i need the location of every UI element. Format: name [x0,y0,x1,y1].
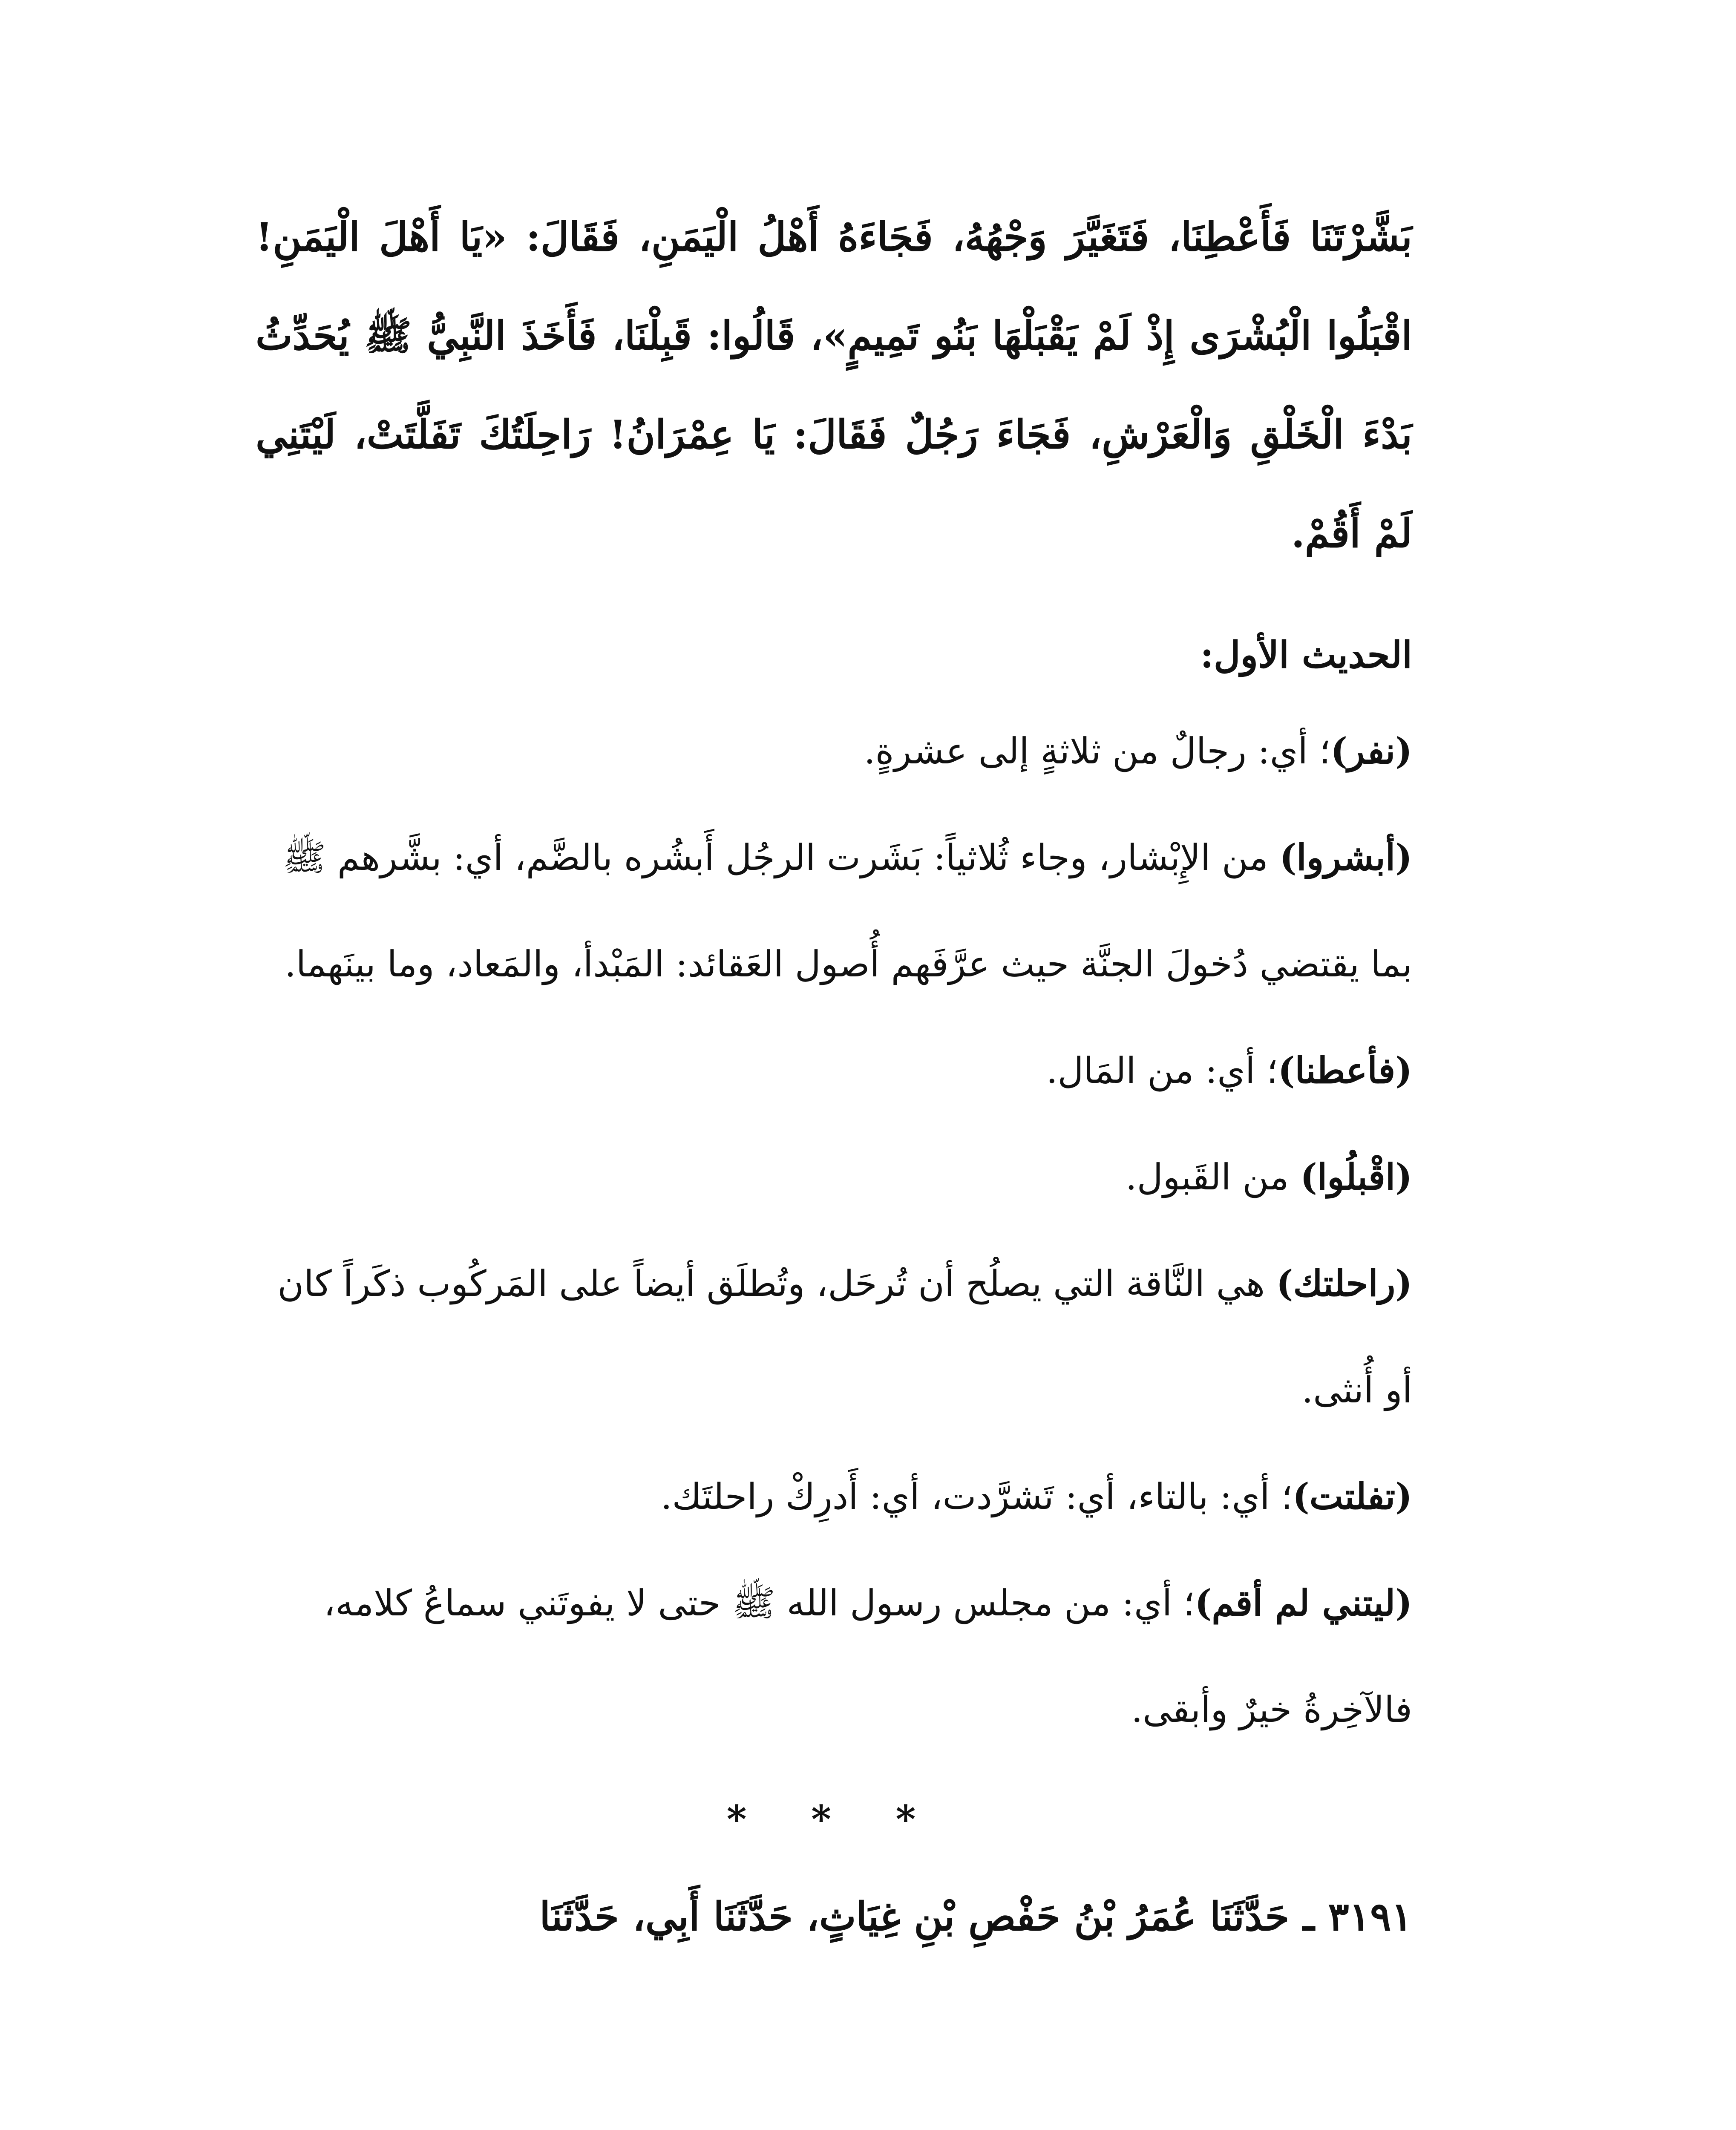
comment-abshiru [256,804,1412,1017]
section-divider: * * * [726,1797,941,1842]
comment-term: (اقْبلُوا) [1300,1156,1412,1198]
comment-term: (راحلتك) [1276,1262,1412,1304]
comment-laytani [256,1550,1412,1763]
comment-tafallatat [256,1443,1412,1550]
comment-nafar [256,698,1412,804]
comment-term: (فأعطنا) [1278,1049,1412,1091]
comment-fa-atina [256,1017,1412,1124]
comment-iqbalu [256,1124,1412,1230]
comment-text: هي النَّاقة التي يصلُح أن تُرحَل، وتُطلَق أيضاً على المَركُوب ذكَراً كان أو أُنثى. [277,1263,1412,1411]
comment-text: ؛ أي: بالتاء، أي: تَشرَّدت، أي: أَدرِكْ راحلتَك. [660,1476,1293,1517]
comment-text: من القَبول. [1125,1156,1301,1198]
comment-term: (نفر) [1330,730,1412,772]
comment-text: ؛ أي: من مجلس رسول الله ﷺ حتى لا يفوتَني سماعُ كلامه، فالآخِرةُ خيرٌ وأبقى. [323,1582,1412,1730]
comment-rahilatuk [256,1230,1412,1443]
comment-text: ؛ أي: رجالٌ من ثلاثةٍ إلى عشرةٍ. [864,730,1331,772]
comment-text: من الإِبْشار، وجاء ثُلاثياً: بَشَرت الرجُل أَبشُره بالضَّم، أي: بشَّرهم ﷺ بما يقتضي دُخولَ الجنَّة حيث عرَّفَهم أُصول العَقائد: المَبْدأ، والمَعاد، وما بينَهما. [282,837,1412,985]
section-heading: الحديث الأول: [1200,633,1412,676]
comment-text: ؛ أي: من المَال. [1046,1050,1278,1091]
next-hadith-text: ٣١٩١ ـ حَدَّثَنَا عُمَرُ بْنُ حَفْصِ بْنِ غِيَاثٍ، حَدَّثَنَا أَبِي، حَدَّثَنَا [539,1894,1412,1940]
page-text [256,187,1412,1961]
comment-term: (أبشروا) [1279,836,1412,878]
comment-term: (تفلتت) [1293,1475,1412,1517]
comment-term: (ليتني لم أقم) [1195,1582,1412,1624]
hadith-text: بَشَّرْتَنَا فَأَعْطِنَا، فَتَغَيَّرَ وَجْهُهُ، فَجَاءَهُ أَهْلُ الْيَمَنِ، فَقَالَ: «يَا أَهْلَ الْيَمَنِ! اقْبَلُوا الْبُشْرَى إِذْ لَمْ يَقْبَلْهَا بَنُو تَمِيمٍ»، قَالُوا: قَبِلْنَا، فَأَخَذَ النَّبِيُّ ﷺ يُحَدِّثُ بَدْءَ الْخَلْقِ وَالْعَرْشِ، فَجَاءَ رَجُلٌ فَقَالَ: يَا عِمْرَانُ! رَاحِلَتُكَ تَفَلَّتَتْ، لَيْتَنِي لَمْ أَقُمْ. [256,214,1413,556]
